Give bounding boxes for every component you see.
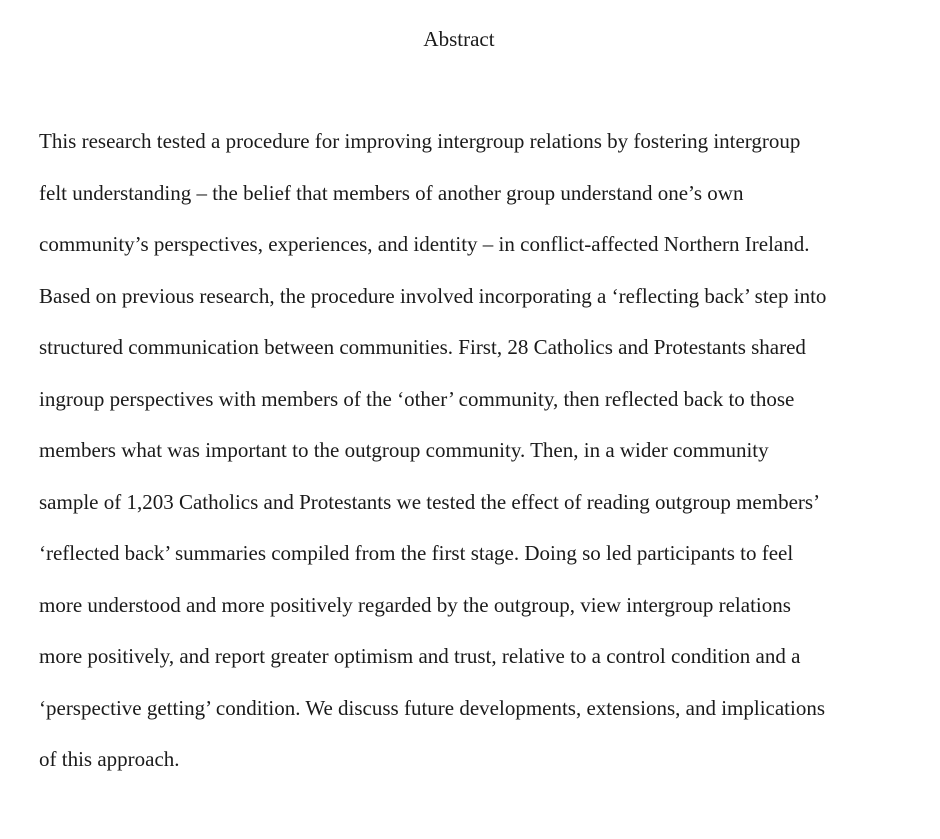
- abstract-line: community’s perspectives, experiences, and identity – in conflict-affected Northern Ireland.: [39, 232, 810, 256]
- abstract-line: members what was important to the outgroup community. Then, in a wider community: [39, 438, 769, 462]
- abstract-line: felt understanding – the belief that members of another group understand one’s own: [39, 180, 744, 205]
- abstract-line: This research tested a procedure for improving intergroup relations by fostering intergroup: [39, 129, 801, 153]
- abstract-line: ‘perspective getting’ condition. We discuss future developments, extensions, and implications: [39, 695, 826, 720]
- abstract-line: ‘reflected back’ summaries compiled from the first stage. Doing so led participants to feel: [39, 541, 794, 565]
- abstract-line: ingroup perspectives with members of the ‘other’ community, then reflected back to those: [39, 386, 795, 411]
- abstract-line: sample of 1,203 Catholics and Protestants we tested the effect of reading outgroup members’: [39, 489, 821, 514]
- abstract-line: of this approach.: [39, 747, 180, 771]
- abstract-line: structured communication between communities. First, 28 Catholics and Protestants shared: [39, 335, 806, 359]
- abstract-line: more understood and more positively regarded by the outgroup, view intergroup relations: [39, 592, 791, 617]
- abstract-line: Based on previous research, the procedure involved incorporating a ‘reflecting back’ step into: [39, 283, 827, 308]
- abstract-line: more positively, and report greater optimism and trust, relative to a control condition and a: [39, 644, 801, 668]
- abstract-heading: Abstract: [423, 27, 495, 51]
- abstract-body: [39, 128, 919, 798]
